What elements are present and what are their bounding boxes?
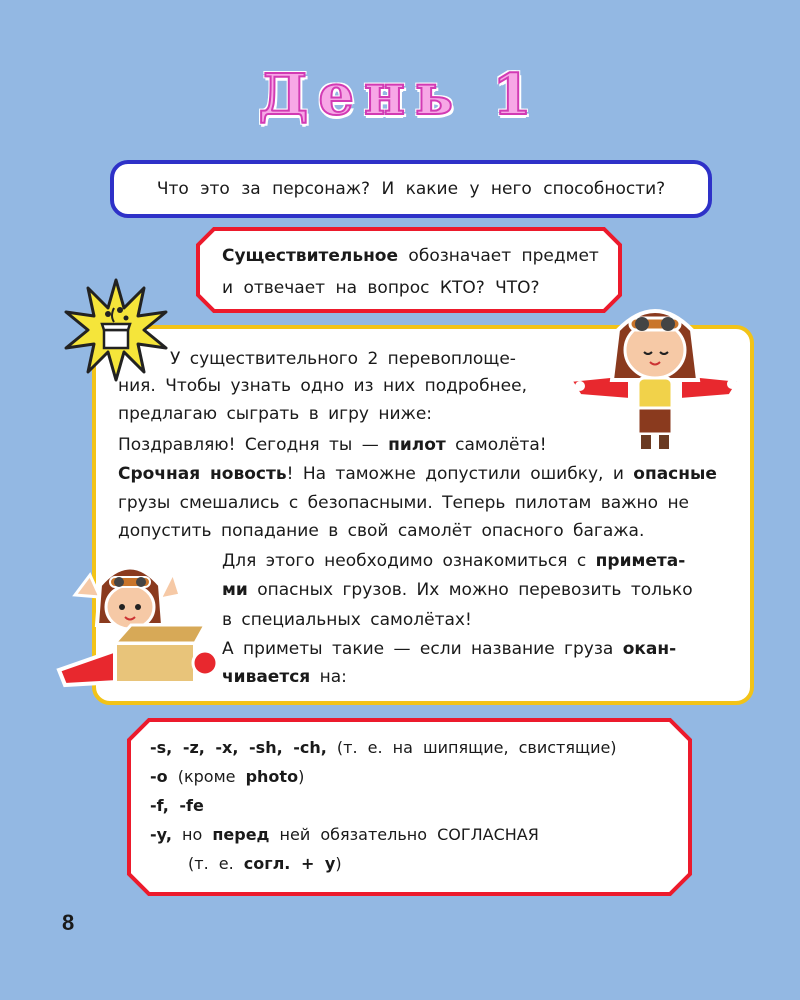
story-line: чивается на: <box>222 667 347 687</box>
page-number: 8 <box>62 910 75 935</box>
story-line: в специальных самолётах! <box>222 610 472 630</box>
pilot-girl-illustration <box>560 300 750 456</box>
pilot-boy-plane-illustration <box>55 555 220 695</box>
rules-text <box>150 733 670 878</box>
question-text: Что это за персонаж? И какие у него способности? <box>156 179 666 199</box>
story-line: А приметы такие — если название груза окан- <box>222 639 677 659</box>
definition-text: Существительное обозначает предмет и отвечает на вопрос КТО? ЧТО? <box>222 246 599 298</box>
rule-line: -o (кроме photo) <box>150 767 305 786</box>
question-box <box>110 160 712 218</box>
rule-line: (т. е. согл. + y) <box>188 854 342 873</box>
rule-line: -s, -z, -x, -sh, -ch, (т. е. на шипящие, свистящие) <box>150 738 617 757</box>
definition-term: Существительное <box>222 246 399 266</box>
story-line: Срочная новость! На таможне допустили ошибку, и опасные <box>118 464 717 484</box>
story-line: грузы смешались с безопасными. Теперь пилотам важно не <box>118 493 690 513</box>
story-line: Поздравляю! Сегодня ты — пилот самолёта! <box>118 435 547 455</box>
story-line: предлагаю сыграть в игру ниже: <box>118 404 433 424</box>
rule-line: -f, -fe <box>150 796 204 815</box>
story-line: ми опасных грузов. Их можно перевозить только <box>222 580 693 600</box>
page-title: День 1 <box>258 62 542 128</box>
story-line: Для этого необходимо ознакомиться с примета- <box>222 551 686 571</box>
story-line: У существительного 2 перевоплоще- <box>170 349 516 369</box>
rule-line: -y, но перед ней обязательно СОГЛАСНАЯ <box>150 825 539 844</box>
story-line: ния. Чтобы узнать одно из них подробнее, <box>118 376 527 396</box>
story-line: допустить попадание в свой самолёт опасного багажа. <box>118 521 645 541</box>
gift-burst-icon <box>64 278 168 382</box>
